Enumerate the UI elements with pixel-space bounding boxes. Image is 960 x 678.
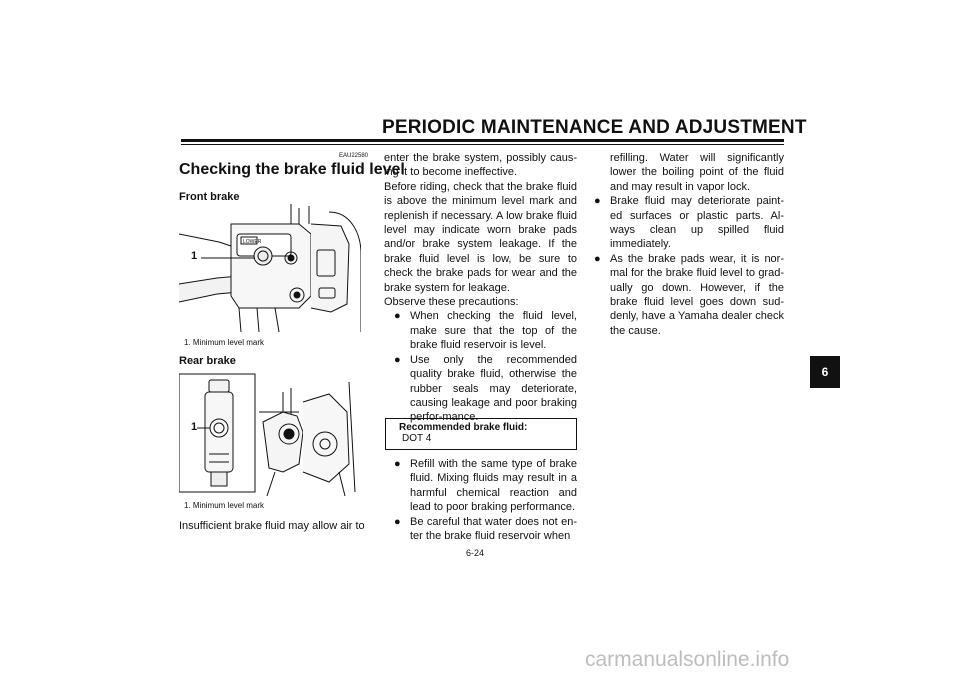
front-figure-caption: 1. Minimum level mark	[184, 338, 265, 347]
bullet-icon: ●	[394, 515, 401, 528]
col2-bullet-item: ● Refill with the same type of brake fluid. Mixing fluids may result in a harmful chemical reaction and lead to poor braking performance.	[394, 458, 577, 514]
col2-bullet-item: ● Use only the recommended quality brake fluid, otherwise the rubber seals may deteriorate, causing leakage and poor braking perfor-mance.	[394, 353, 577, 424]
rear-brake-illustration	[179, 372, 361, 496]
rear-brake-heading: Rear brake	[179, 355, 236, 367]
front-callout-number: 1	[191, 250, 198, 262]
bullet-icon: ●	[594, 195, 601, 208]
col3-continuation: refilling. Water will significantly lower the boiling point of the fluid and may result in vapor lock.	[610, 152, 784, 193]
front-brake-heading: Front brake	[179, 191, 240, 203]
col3-bullet-item: ● As the brake pads wear, it is nor-mal for the brake fluid level to grad-ually go down. However, if the brake fluid level goes down sud-denly, have a Yamaha dealer check the cause.	[594, 252, 784, 337]
recommended-fluid-box	[385, 418, 577, 450]
bullet-icon: ●	[594, 252, 601, 265]
col3-bullet-item: ● Brake fluid may deteriorate paint-ed surfaces or plastic parts. Al-ways clean up spilled fluid immediately.	[594, 195, 784, 251]
col2-paragraph-1: enter the brake system, possibly caus-ing it to become ineffective.	[384, 152, 577, 179]
column-2	[384, 151, 577, 425]
col2-bullet-item: ● Be careful that water does not en-ter the brake fluid reservoir when	[394, 515, 577, 543]
col2-paragraph-3: Observe these precautions:	[384, 296, 519, 309]
column-2-lower	[394, 457, 577, 543]
front-reservoir-sticker: LOWER	[243, 239, 262, 245]
rear-figure-caption: 1. Minimum level mark	[184, 501, 265, 510]
column-3	[594, 151, 784, 338]
col2-paragraph-2: Before riding, check that the brake fluid is above the minimum level mark and replenish if necessary. A low brake fluid level may indicate worn brake pads and/or brake system leakage. If the brake fluid level is low, be sure to check the brake pads for wear and the brake system for leakage.	[384, 180, 577, 294]
section-title: Checking the brake fluid level	[179, 161, 405, 178]
col2-bullet-item: ● When checking the fluid level, make sure that the top of the brake fluid reservoir is level.	[394, 310, 577, 352]
chapter-tab: 6	[810, 356, 840, 388]
front-brake-illustration	[179, 204, 361, 332]
header-rule-thick	[181, 139, 784, 142]
recommended-fluid-label: Recommended brake fluid:	[399, 422, 528, 433]
bullet-icon: ●	[394, 310, 401, 323]
header-rule-thin	[181, 144, 784, 145]
watermark: carmanualsonline.info	[585, 648, 790, 671]
page-header-title: PERIODIC MAINTENANCE AND ADJUSTMENT	[382, 117, 807, 138]
col1-body-text: Insufficient brake fluid may allow air to	[179, 520, 365, 532]
recommended-fluid-value: DOT 4	[402, 433, 432, 444]
rear-callout-number: 1	[191, 421, 198, 433]
section-code: EAU22580	[339, 153, 369, 159]
bullet-icon: ●	[394, 458, 401, 470]
bullet-icon: ●	[394, 353, 401, 366]
page-number: 6-24	[466, 548, 485, 558]
